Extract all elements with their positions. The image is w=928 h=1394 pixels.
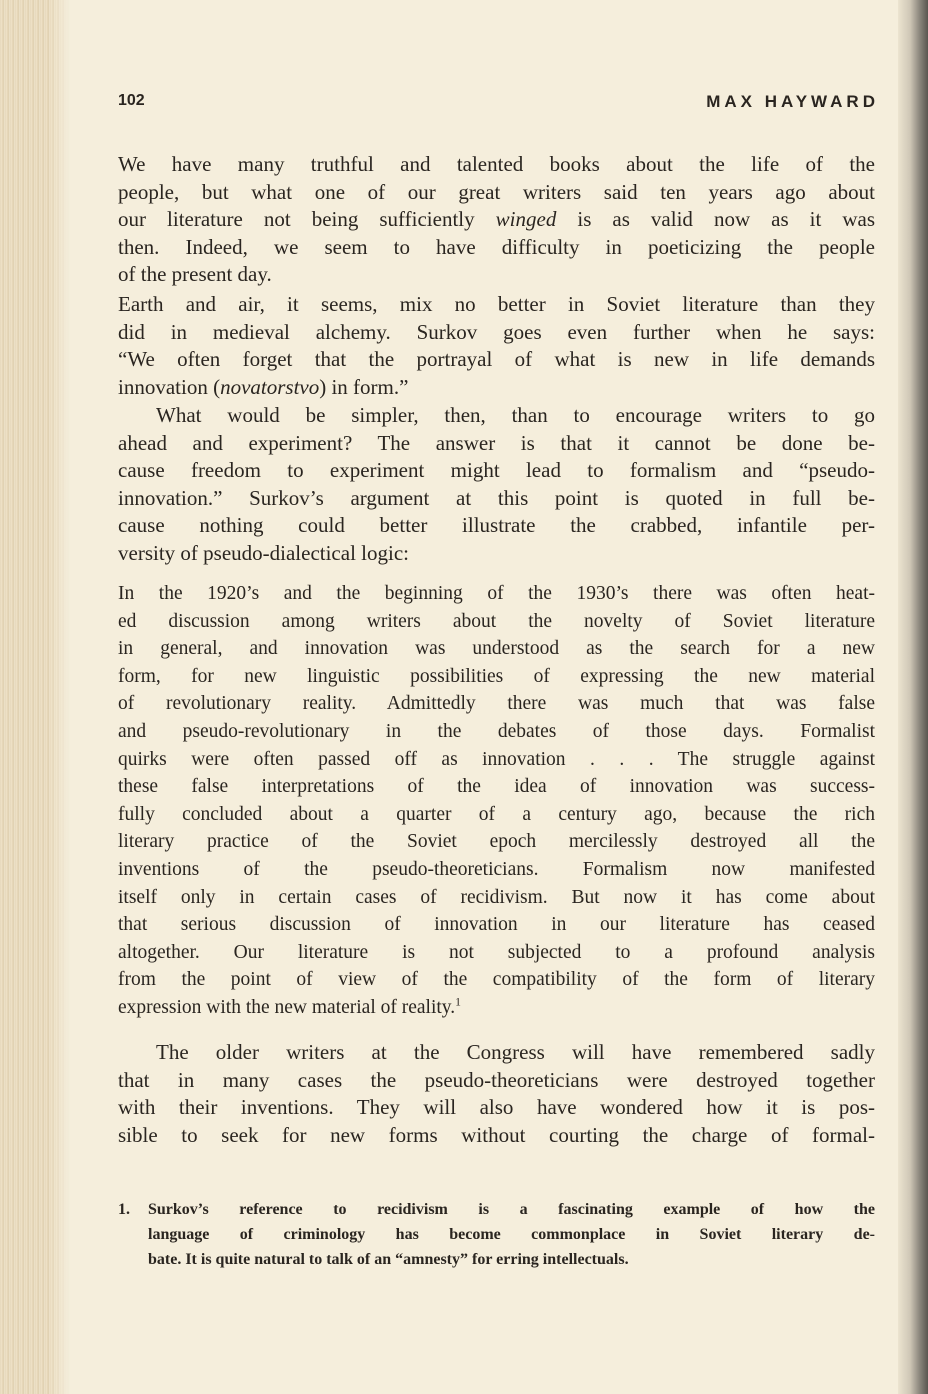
text-line: ahead and experiment? The answer is that it cannot be done be-: [118, 430, 875, 455]
footnote-line: Surkov’s reference to recidivism is a fascinating example of how the: [148, 1201, 875, 1218]
text-line: did in medieval alchemy. Surkov goes even further when he says:: [118, 319, 875, 344]
paragraph-4: [118, 1039, 875, 1149]
text-line: [118, 374, 875, 402]
text-line: We have many truthful and talented books about the life of the: [118, 152, 875, 176]
italic-term: winged: [495, 207, 557, 231]
text-line: fully concluded about a quarter of a century ago, because the rich: [118, 803, 875, 825]
page-stack-edge: [0, 0, 70, 1394]
running-head: MAX HAYWARD: [706, 92, 879, 111]
paragraph-3: [118, 402, 875, 567]
text-line: “We often forget that the portrayal of what is new in life demands: [118, 347, 875, 371]
text-segment: ) in form.”: [319, 374, 409, 399]
text-line: quirks were often passed off as innovation . . . The struggle against: [118, 748, 875, 770]
text-line: The older writers at the Congress will have remembered sadly: [156, 1040, 875, 1064]
text-line: people, but what one of our great writers said ten years ago about: [118, 179, 875, 204]
footnote: [118, 1197, 875, 1272]
text-line: with their inventions. They will also have wondered how it is pos-: [118, 1095, 875, 1119]
text-line: then. Indeed, we seem to have difficulty in poeticizing the people: [118, 234, 875, 259]
text-line: Earth and air, it seems, mix no better in Soviet literature than they: [118, 292, 875, 316]
footnote-reference: 1: [455, 995, 462, 1009]
text-segment: innovation (: [118, 374, 221, 399]
page-header: [118, 92, 879, 116]
paragraph-2: [118, 291, 875, 401]
text-line: What would be simpler, then, than to encourage writers to go: [156, 403, 875, 427]
footnote-line: bate. It is quite natural to talk of an “amnesty” for erring intellectuals.: [148, 1251, 629, 1268]
text-line: cause freedom to experiment might lead to formalism and “pseudo-: [118, 458, 875, 482]
text-line: ed discussion among writers about the novelty of Soviet literature: [118, 610, 875, 632]
italic-term: novatorstvo: [220, 374, 320, 399]
footnote-number: 1.: [118, 1201, 130, 1218]
text-line: [118, 206, 875, 234]
text-line: form, for new linguistic possibilities of expressing the new material: [118, 665, 875, 687]
text-line: of revolutionary reality. Admittedly there was much that was false: [118, 693, 875, 715]
footnote-line: language of criminology has become commonplace in Soviet literary de-: [148, 1226, 875, 1243]
text-line: and pseudo-revolutionary in the debates of those days. Formalist: [118, 720, 875, 742]
paragraph-1: [118, 151, 875, 289]
text-segment: expression with the new material of reality.: [118, 996, 456, 1018]
text-line: itself only in certain cases of recidivism. But now it has come about: [118, 886, 875, 908]
block-quote: [118, 580, 875, 1022]
binding-shadow: [898, 0, 928, 1394]
text-line: [118, 994, 875, 1022]
text-line: In the 1920’s and the beginning of the 1930’s there was often heat-: [118, 583, 875, 604]
page-number: 102: [118, 92, 145, 109]
text-segment: our literature not being sufficiently: [118, 207, 496, 231]
text-line: cause nothing could better illustrate the crabbed, infantile per-: [118, 513, 875, 537]
text-line: that in many cases the pseudo-theoreticians were destroyed together: [118, 1067, 875, 1092]
text-line: innovation.” Surkov’s argument at this point is quoted in full be-: [118, 485, 875, 510]
text-line: sible to seek for new forms without courting the charge of formal-: [118, 1122, 875, 1147]
text-line: that serious discussion of innovation in our literature has ceased: [118, 914, 875, 936]
text-line: in general, and innovation was understood as the search for a new: [118, 638, 875, 660]
text-line: literary practice of the Soviet epoch mercilessly destroyed all the: [118, 831, 875, 853]
text-line: these false interpretations of the idea of innovation was success-: [118, 776, 875, 798]
text-line: inventions of the pseudo-theoreticians. Formalism now manifested: [118, 858, 875, 880]
text-line: altogether. Our literature is not subjected to a profound analysis: [118, 941, 875, 963]
text-line: from the point of view of the compatibility of the form of literary: [118, 969, 875, 991]
text-line: of the present day.: [118, 262, 272, 286]
text-line: versity of pseudo-dialectical logic:: [118, 540, 409, 565]
text-segment: is as valid now as it was: [556, 207, 876, 231]
